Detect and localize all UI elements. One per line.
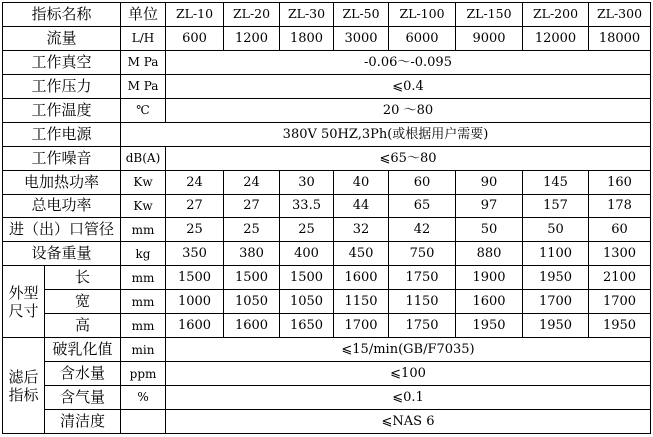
value-cell: 1750 — [389, 266, 456, 290]
model-header: ZL-300 — [589, 3, 651, 27]
value-cell: 9000 — [456, 26, 523, 50]
value-cell: 32 — [334, 218, 389, 242]
demulsification-row — [3, 338, 651, 362]
value-cell: 65 — [389, 194, 456, 218]
row-unit: Kw — [121, 170, 166, 194]
value-cell: 1600 — [166, 314, 224, 338]
row-label: 电加热功率 — [3, 170, 121, 194]
value-cell: 1600 — [456, 290, 523, 314]
row-unit: L/H — [121, 26, 166, 50]
value-cell: 27 — [166, 194, 224, 218]
value-cell: 25 — [166, 218, 224, 242]
value-cell: 1500 — [224, 266, 280, 290]
height-row — [3, 314, 651, 338]
value-cell: 400 — [280, 242, 334, 266]
water-content-row — [3, 362, 651, 386]
row-unit: mm — [121, 290, 166, 314]
value-cell: 1900 — [456, 266, 523, 290]
header-name-label: 指标名称 — [3, 3, 121, 27]
row-unit: kg — [121, 242, 166, 266]
dimensions-group-label: 外型尺寸 — [3, 266, 45, 338]
pressure-row — [3, 74, 651, 98]
value-cell: 12000 — [523, 26, 589, 50]
value-cell: 157 — [523, 194, 589, 218]
row-label: 工作电源 — [3, 122, 121, 146]
value-cell: 380 — [224, 242, 280, 266]
span-value: ⩽100 — [166, 362, 651, 386]
model-header: ZL-100 — [389, 3, 456, 27]
row-unit: dB(A) — [121, 146, 166, 170]
flow-row — [3, 26, 651, 50]
value-cell: 1700 — [589, 290, 651, 314]
row-unit — [121, 409, 166, 433]
row-label: 流量 — [3, 26, 121, 50]
value-cell: 600 — [166, 26, 224, 50]
model-header: ZL-200 — [523, 3, 589, 27]
value-cell: 1650 — [280, 314, 334, 338]
value-cell: 1600 — [334, 266, 389, 290]
value-cell: 42 — [389, 218, 456, 242]
value-cell: 33.5 — [280, 194, 334, 218]
value-cell: 90 — [456, 170, 523, 194]
value-cell: 1700 — [334, 314, 389, 338]
value-cell: 350 — [166, 242, 224, 266]
value-cell: 145 — [523, 170, 589, 194]
row-label: 长 — [45, 266, 121, 290]
row-unit: mm — [121, 314, 166, 338]
value-cell: 24 — [166, 170, 224, 194]
model-header: ZL-50 — [334, 3, 389, 27]
row-label: 宽 — [45, 290, 121, 314]
header-row — [3, 3, 651, 27]
row-label: 清洁度 — [45, 409, 121, 433]
value-cell: 25 — [280, 218, 334, 242]
value-cell: 1950 — [456, 314, 523, 338]
row-label: 破乳化值 — [45, 338, 121, 362]
row-label: 工作温度 — [3, 98, 121, 122]
header-unit-label: 单位 — [121, 3, 166, 27]
value-cell: 1800 — [280, 26, 334, 50]
filter-group-label: 滤后指标 — [3, 338, 45, 434]
width-row — [3, 290, 651, 314]
value-cell: 1150 — [334, 290, 389, 314]
value-cell: 30 — [280, 170, 334, 194]
row-unit: ℃ — [121, 98, 166, 122]
value-cell: 1500 — [280, 266, 334, 290]
pipe-diameter-row — [3, 218, 651, 242]
value-cell: 1000 — [166, 290, 224, 314]
value-cell: 3000 — [334, 26, 389, 50]
span-value: ⩽0.4 — [166, 74, 651, 98]
gas-content-row — [3, 386, 651, 410]
row-label: 工作噪音 — [3, 146, 121, 170]
value-cell: 50 — [523, 218, 589, 242]
value-cell: 60 — [589, 218, 651, 242]
span-value: ⩽NAS 6 — [166, 409, 651, 433]
value-cell: 450 — [334, 242, 389, 266]
row-unit: M Pa — [121, 74, 166, 98]
value-cell: 1050 — [280, 290, 334, 314]
row-label: 进（出）口管径 — [3, 218, 121, 242]
span-value: 380V 50HZ,3Ph(或根据用户需要) — [121, 122, 651, 146]
weight-row — [3, 242, 651, 266]
power-supply-row — [3, 122, 651, 146]
value-cell: 1950 — [523, 266, 589, 290]
value-cell: 27 — [224, 194, 280, 218]
row-unit: Kw — [121, 194, 166, 218]
row-label: 含气量 — [45, 386, 121, 410]
value-cell: 1200 — [224, 26, 280, 50]
model-header: ZL-20 — [224, 3, 280, 27]
value-cell: 1750 — [389, 314, 456, 338]
row-label: 设备重量 — [3, 242, 121, 266]
span-value: ⩽15/min(GB/F7035) — [166, 338, 651, 362]
row-unit: mm — [121, 218, 166, 242]
value-cell: 1150 — [389, 290, 456, 314]
spec-table — [2, 2, 651, 434]
vacuum-row — [3, 50, 651, 74]
value-cell: 60 — [389, 170, 456, 194]
span-value: 20 ～80 — [166, 98, 651, 122]
value-cell: 1500 — [166, 266, 224, 290]
value-cell: 44 — [334, 194, 389, 218]
row-unit: min — [121, 338, 166, 362]
heating-power-row — [3, 170, 651, 194]
value-cell: 50 — [456, 218, 523, 242]
value-cell: 880 — [456, 242, 523, 266]
row-unit: mm — [121, 266, 166, 290]
value-cell: 25 — [224, 218, 280, 242]
length-row — [3, 266, 651, 290]
model-header: ZL-10 — [166, 3, 224, 27]
cleanliness-row — [3, 409, 651, 433]
value-cell: 178 — [589, 194, 651, 218]
row-unit: M Pa — [121, 50, 166, 74]
row-label: 含水量 — [45, 362, 121, 386]
value-cell: 1100 — [523, 242, 589, 266]
value-cell: 1300 — [589, 242, 651, 266]
value-cell: 24 — [224, 170, 280, 194]
value-cell: 97 — [456, 194, 523, 218]
total-power-row — [3, 194, 651, 218]
row-label: 工作压力 — [3, 74, 121, 98]
row-label: 工作真空 — [3, 50, 121, 74]
value-cell: 1950 — [523, 314, 589, 338]
value-cell: 160 — [589, 170, 651, 194]
span-value: ⩽65～80 — [166, 146, 651, 170]
row-unit: % — [121, 386, 166, 410]
value-cell: 1700 — [523, 290, 589, 314]
value-cell: 6000 — [389, 26, 456, 50]
value-cell: 1600 — [224, 314, 280, 338]
model-header: ZL-30 — [280, 3, 334, 27]
temperature-row — [3, 98, 651, 122]
row-unit: ppm — [121, 362, 166, 386]
value-cell: 40 — [334, 170, 389, 194]
span-value: -0.06～-0.095 — [166, 50, 651, 74]
value-cell: 1050 — [224, 290, 280, 314]
model-header: ZL-150 — [456, 3, 523, 27]
row-label: 总电功率 — [3, 194, 121, 218]
row-label: 高 — [45, 314, 121, 338]
value-cell: 750 — [389, 242, 456, 266]
value-cell: 18000 — [589, 26, 651, 50]
span-value: ⩽0.1 — [166, 386, 651, 410]
value-cell: 2100 — [589, 266, 651, 290]
value-cell: 1950 — [589, 314, 651, 338]
noise-row — [3, 146, 651, 170]
